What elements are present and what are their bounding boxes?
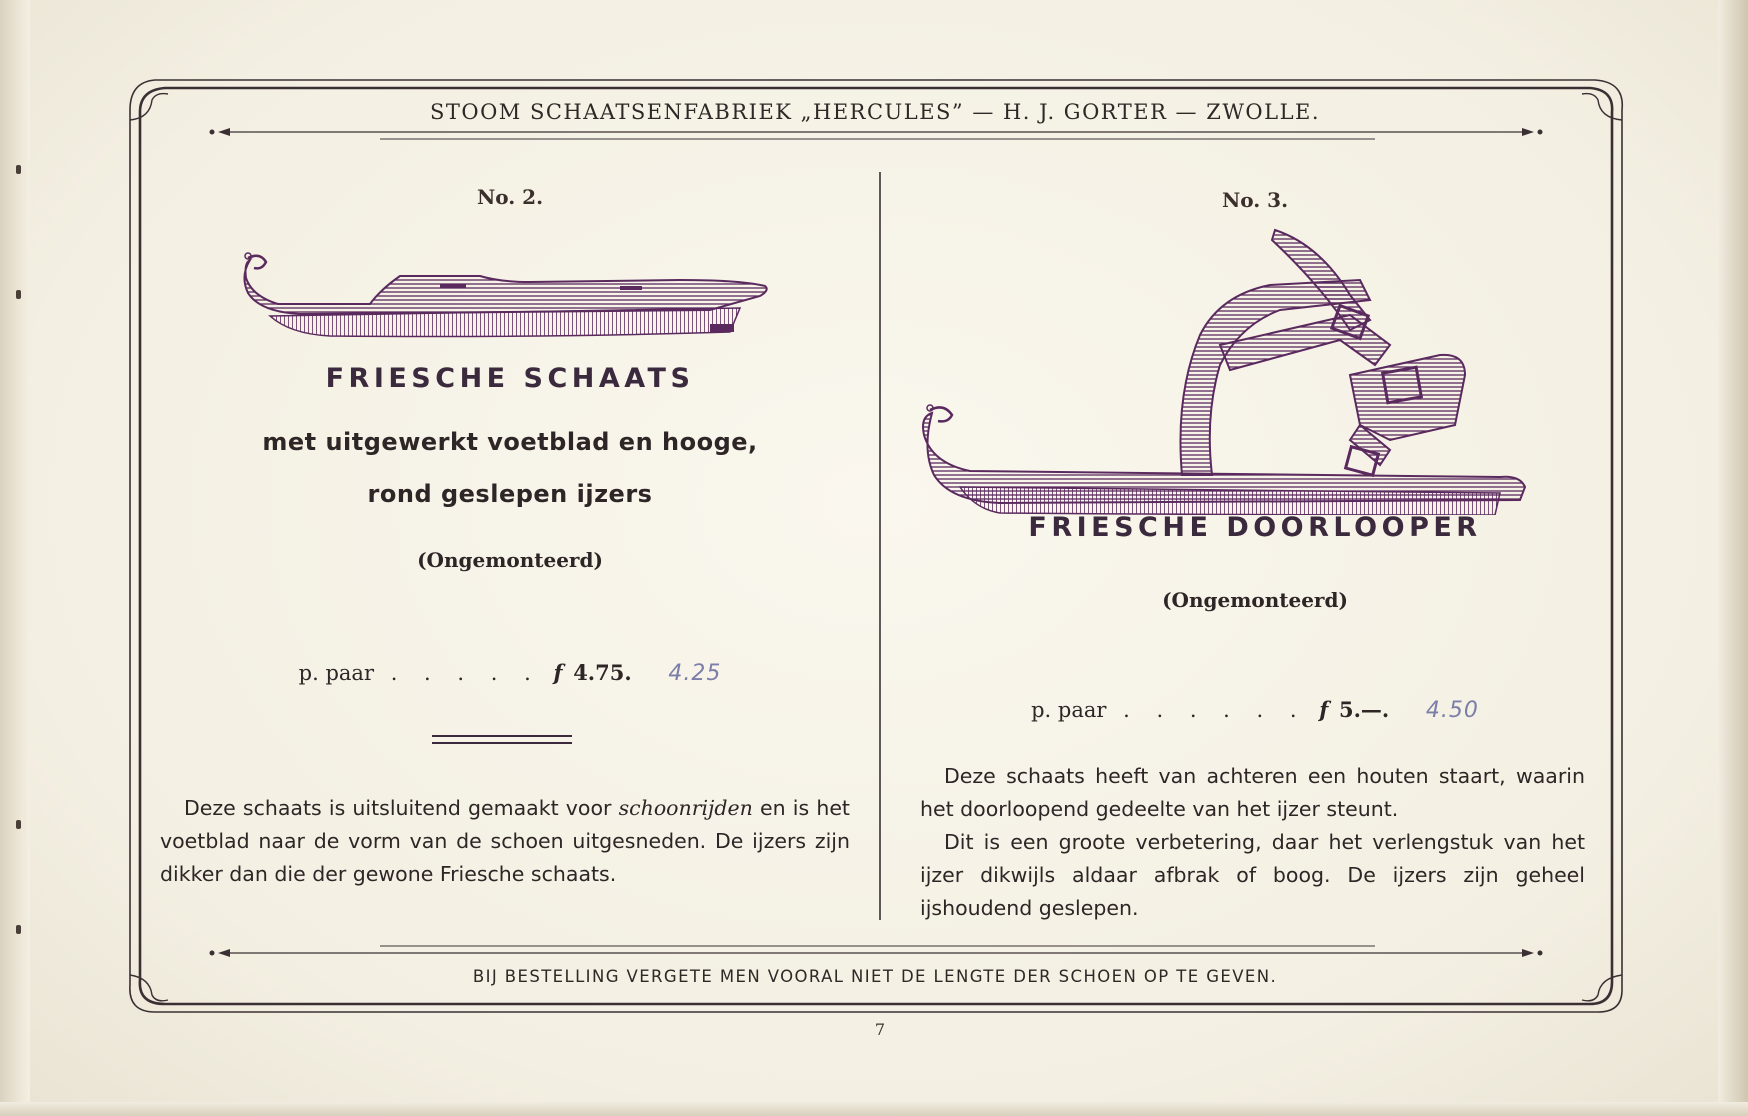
price-row [140,660,880,686]
item-subtitle-line2: rond geslepen ijzers [367,480,653,508]
price-row [900,697,1610,723]
price-label: p. paar [298,661,374,685]
friesche-doorlooper-illustration [920,225,1600,515]
price-value: 5.—. [1338,697,1390,722]
description-part1: Deze schaats is uitsluitend gemaakt voor [184,796,619,820]
mounting-note: (Ongemonteerd) [417,548,603,572]
friesche-schaats-illustration [240,238,800,358]
mounting-note: (Ongemonteerd) [1162,588,1348,612]
ordering-note: BIJ BESTELLING VERGETE MEN VOORAL NIET DE LENGTE DER SCHOEN OP TE GEVEN. [472,967,1278,986]
catalog-header-title: STOOM SCHAATSENFABRIEK „HERCULES” — H. J. GORTER — ZWOLLE. [429,100,1321,124]
item-number: No. 2. [476,185,544,209]
product-column-no3 [900,170,1610,930]
price-value: 4.75. [573,660,632,685]
item-title: FRIESCHE DOORLOOPER [1028,512,1482,543]
description-emphasis: schoonrijden [618,796,753,820]
item-subtitle-line1: met uitgewerkt voetblad en hooge, [262,428,758,456]
price-dots: . . . . . [390,661,541,685]
page-number: 7 [874,1020,886,1039]
handwritten-price: 4.50 [1425,698,1479,723]
item-description [160,792,850,891]
description-part2: en is het voetblad naar de vorm van de schoen uitgesneden. De ijzers zijn dikker dan die der gewone Friesche schaats. [160,796,850,886]
double-rule [432,735,572,744]
currency-symbol: f [553,660,563,685]
handwritten-price: 4.25 [668,661,722,686]
product-column-no2 [140,170,880,930]
description-paragraph: Dit is een groote verbetering, daar het verlengstuk van het ijzer dikwijls aldaar afbrak of boog. De ijzers zijn geheel ijshoudend geslepen. [920,830,1585,920]
item-number: No. 3. [1221,188,1289,212]
price-label: p. paar [1031,698,1107,722]
currency-symbol: f [1319,697,1329,722]
item-title: FRIESCHE SCHAATS [325,363,695,394]
item-description [920,760,1585,925]
description-paragraph: Deze schaats heeft van achteren een houten staart, waarin het doorloopend gedeelte van het ijzer steunt. [920,764,1585,821]
price-dots: . . . . . . [1123,698,1307,722]
